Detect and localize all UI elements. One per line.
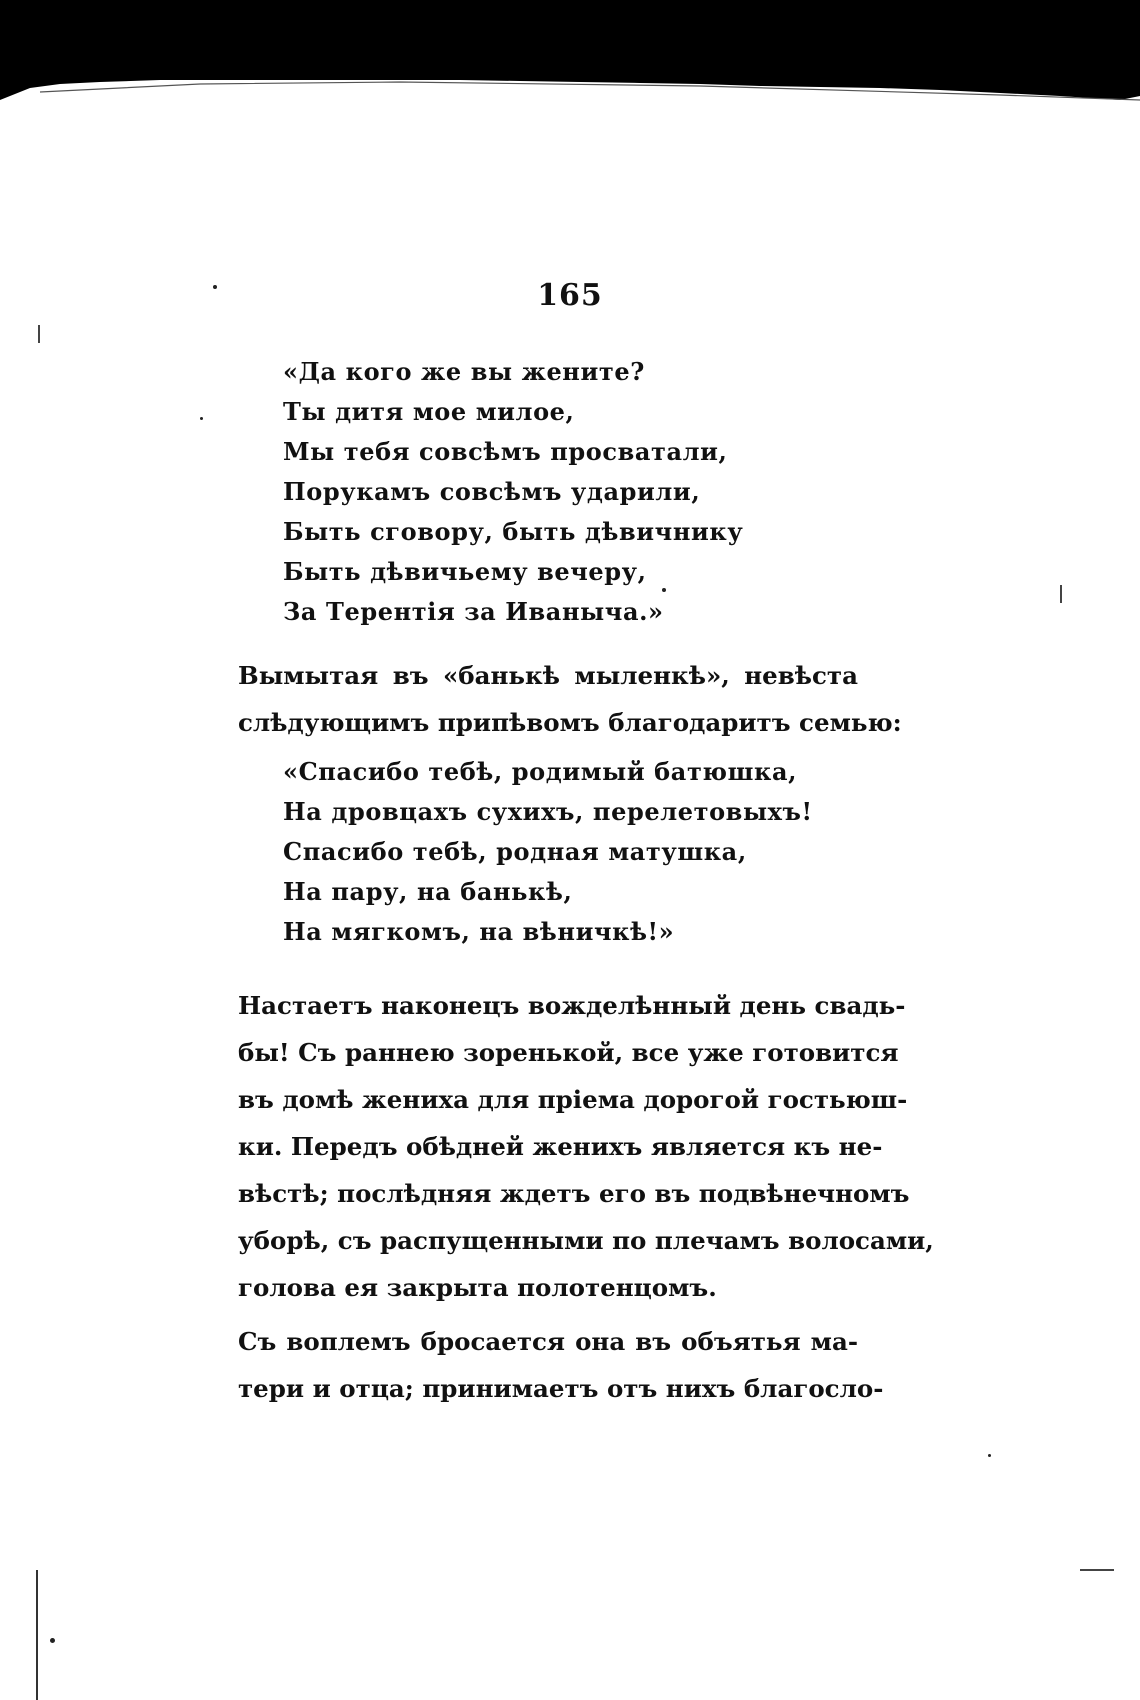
- verse-line: На пару, на банькѣ,: [283, 877, 573, 906]
- scan-mark: [1080, 1569, 1114, 1571]
- text-line: вѣстѣ; послѣдняя ждетъ его въ подвѣнечномъ: [238, 1179, 910, 1208]
- scan-mark: [38, 325, 40, 343]
- scan-speck: [200, 417, 203, 420]
- verse-line: Ты дитя мое милое,: [283, 397, 575, 426]
- scan-mark: [1060, 585, 1062, 603]
- text-line: въ домѣ жениха для пріема дорогой гостьюш-: [238, 1085, 908, 1114]
- prose-paragraph: [238, 652, 902, 746]
- verse-block: [283, 352, 743, 632]
- verse-line: Быть дѣвичьему вечеру,: [283, 557, 647, 586]
- verse-line: Порукамъ совсѣмъ ударили,: [283, 477, 701, 506]
- verse-line: «Спасибо тебѣ, родимый батюшка,: [283, 757, 798, 786]
- scan-speck: [988, 1454, 991, 1457]
- scan-speck: [50, 1638, 55, 1643]
- verse-block: [283, 752, 813, 952]
- text-line: бы! Съ раннею зоренькой, все уже готовится: [238, 1038, 899, 1067]
- text-line: ки. Передъ обѣдней женихъ является къ не-: [238, 1132, 883, 1161]
- text-line: Настаетъ наконецъ вожделѣнный день свадь-: [238, 991, 906, 1020]
- scan-edge-graphic: [0, 0, 1140, 120]
- text-line: голова ея закрыта полотенцомъ.: [238, 1273, 717, 1302]
- verse-line: Спасибо тебѣ, родная матушка,: [283, 837, 747, 866]
- text-line: Вымытая въ «банькѣ мыленкѣ», невѣста: [238, 661, 858, 690]
- verse-line: Мы тебя совсѣмъ просватали,: [283, 437, 728, 466]
- text-line: уборѣ, съ распущенными по плечамъ волосами,: [238, 1226, 934, 1255]
- scan-top-edge: [0, 0, 1140, 120]
- page-number: 165: [537, 278, 603, 313]
- verse-line: За Терентія за Иваныча.»: [283, 597, 664, 626]
- verse-line: Быть сговору, быть дѣвичнику: [283, 517, 744, 546]
- text-line: слѣдующимъ припѣвомъ благодаритъ семью:: [238, 708, 902, 737]
- prose-paragraph: [238, 1318, 884, 1412]
- text-line: тери и отца; принимаетъ отъ нихъ благосло-: [238, 1374, 884, 1403]
- text-line: Съ воплемъ бросается она въ объятья ма-: [238, 1327, 858, 1356]
- scan-left-edge: [36, 1570, 38, 1700]
- verse-line: На дровцахъ сухихъ, перелетовыхъ!: [283, 797, 813, 826]
- verse-line: На мягкомъ, на вѣничкѣ!»: [283, 917, 675, 946]
- prose-paragraph: [238, 982, 934, 1311]
- verse-line: «Да кого же вы жените?: [283, 357, 645, 386]
